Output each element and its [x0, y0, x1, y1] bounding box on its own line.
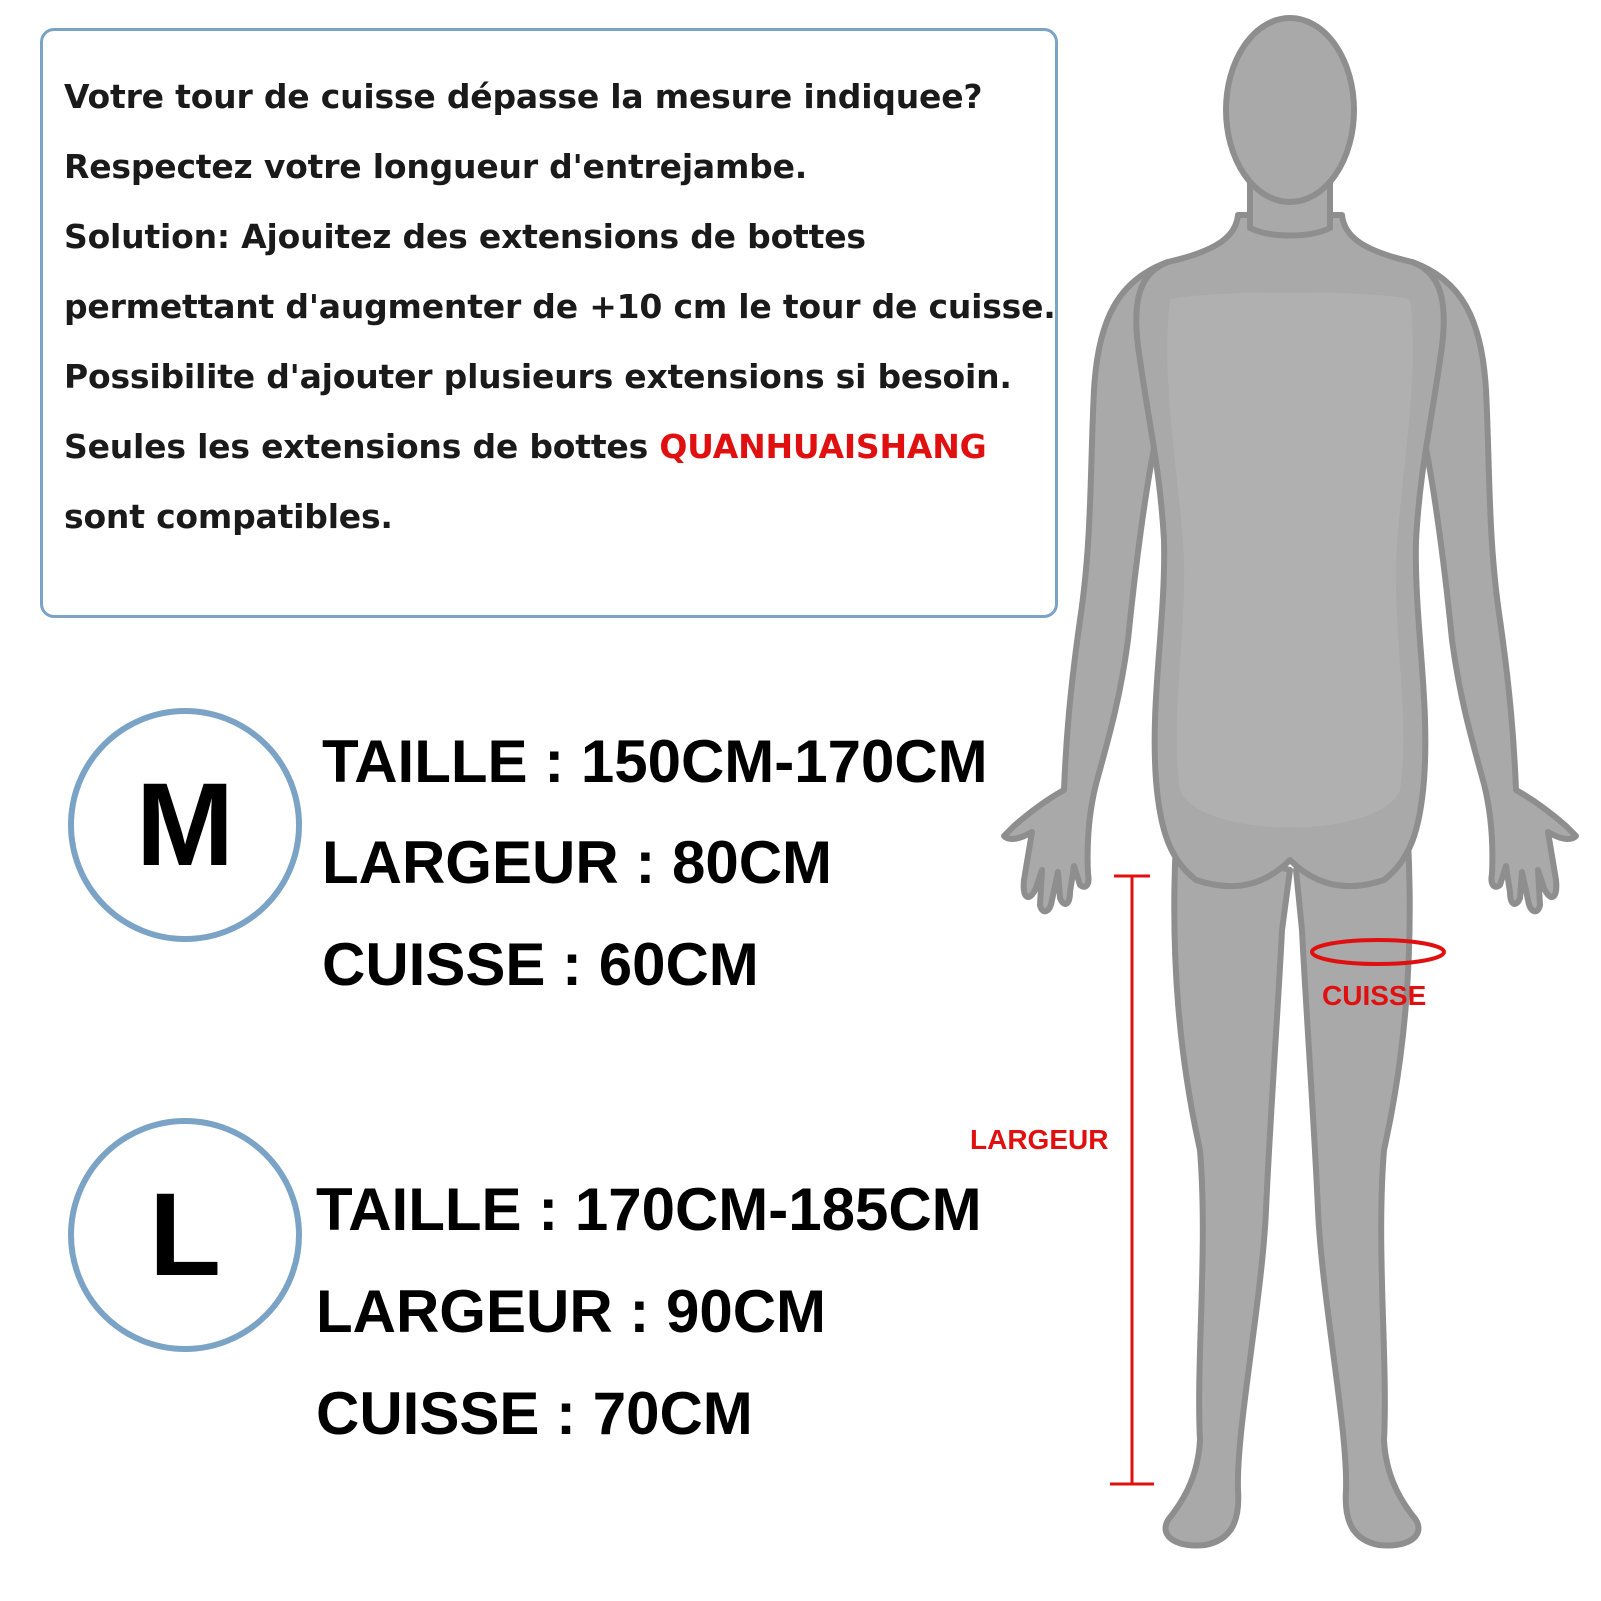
size-l-largeur: LARGEUR : 90CM	[316, 1278, 827, 1345]
head	[1226, 18, 1354, 202]
size-m-letter: M	[135, 759, 235, 891]
size-l-cuisse: CUISSE : 70CM	[316, 1380, 753, 1447]
right-leg	[1296, 840, 1418, 1546]
size-m-largeur: LARGEUR : 80CM	[322, 829, 833, 896]
size-l-taille: TAILLE : 170CM-185CM	[316, 1176, 982, 1243]
info-line-2: Respectez votre longueur d'entrejambe.	[64, 147, 808, 186]
brand-name: QUANHUAISHANG	[659, 427, 987, 466]
info-line-1: Votre tour de cuisse dépasse la mesure indiquee?	[64, 77, 983, 116]
info-line-5: Possibilite d'ajouter plusieurs extensions si besoin.	[64, 357, 1012, 396]
size-l-letter: L	[148, 1169, 222, 1301]
cuisse-label: CUISSE	[1322, 980, 1427, 1011]
left-leg	[1166, 840, 1290, 1546]
largeur-measure-line	[1110, 876, 1154, 1484]
size-m-taille: TAILLE : 150CM-170CM	[322, 728, 988, 795]
largeur-label: LARGEUR	[970, 1124, 1109, 1155]
info-line-4: permettant d'augmenter de +10 cm le tour de cuisse.	[64, 287, 1056, 326]
info-line-7: sont compatibles.	[64, 497, 393, 536]
info-line-3: Solution: Ajouitez des extensions de bottes	[64, 217, 866, 256]
info-line-6-text: Seules les extensions de bottes	[64, 427, 660, 466]
size-m-cuisse: CUISSE : 60CM	[322, 931, 759, 998]
